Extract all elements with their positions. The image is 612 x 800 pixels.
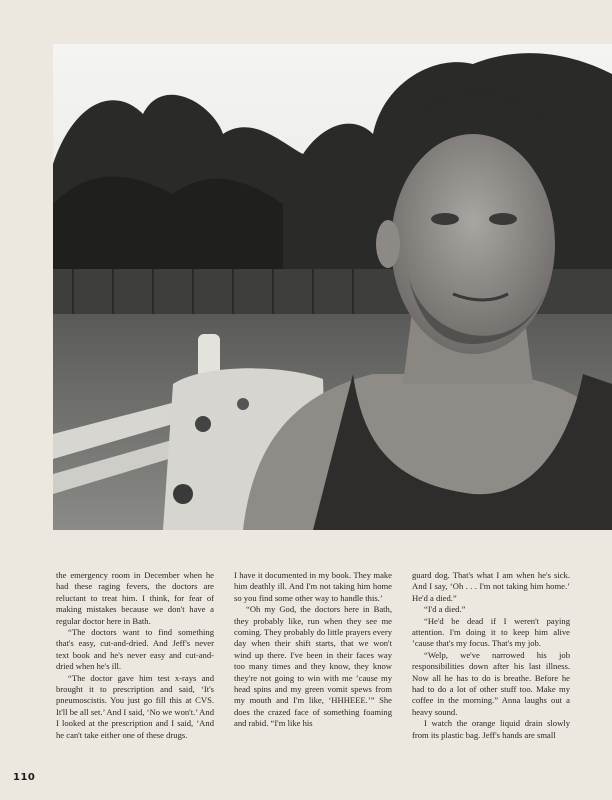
paragraph: I watch the orange liquid drain slowly from its plastic bag. Jeff's hands are small <box>412 718 570 740</box>
paragraph: “I'd a died.” <box>424 604 466 615</box>
paragraph: the emergency room in December when he had these raging fevers, the doctors are reluctant to treat him. I think, for fear of making mistakes because we don't have a regular doctor here in Bath. <box>56 570 214 626</box>
page-number: 110 <box>13 772 36 783</box>
paragraph: “Welp, we've narrowed his job responsibilities down after his last illness. Now all he has to do is breathe. Before he had to do a lot of other stuff too. Make my coffee in the morning.” Anna laughs out a heavy sound. <box>412 649 570 717</box>
paragraph: I have it documented in my book. They make him deathly ill. And I'm not taking him home so you find some other way to handle this.’ <box>234 570 392 603</box>
paragraph: guard dog. That's what I am when he's sick. And I say, ‘Oh . . . I'm not taking him home.’ He'd a died.” <box>412 570 570 603</box>
portrait-photo-icon <box>53 44 612 530</box>
text-column-1 <box>56 570 214 741</box>
text-column-3 <box>412 570 570 741</box>
paragraph: “He'd be dead if I weren't paying attention. I'm doing it to keep him alive ’cause that's my focus. That's my job. <box>412 615 570 649</box>
paragraph: “The doctors want to find something that's easy, cut-and-dried. And Jeff's never text book and he's never easy and cut-and-dried when he's ill. <box>56 627 214 672</box>
paragraph: “Oh my God, the doctors here in Bath, they probably like, run when they see me coming. They probably do little prayers every day when their shift starts, that we won't wind up there. I've been in their faces way too many times and they know, they know they're not going to win with me ’cause my head spins and my green vomit spews from my mouth and I'm like, ‘HHHEEE.’” She does the crazed face of something foaming and rabid. “I'm like his <box>234 604 392 729</box>
paragraph: “The doctor gave him test x-rays and brought it to prescription and said, ‘It's pneumoscistis. You just go fill this at CVS. It'll be all set.’ And I said, ‘No we won't.’ And I looked at the prescription and I said, ‘And he can't take either one of these drugs. <box>56 672 214 740</box>
text-column-2 <box>234 570 392 730</box>
portrait-photo <box>53 44 612 530</box>
